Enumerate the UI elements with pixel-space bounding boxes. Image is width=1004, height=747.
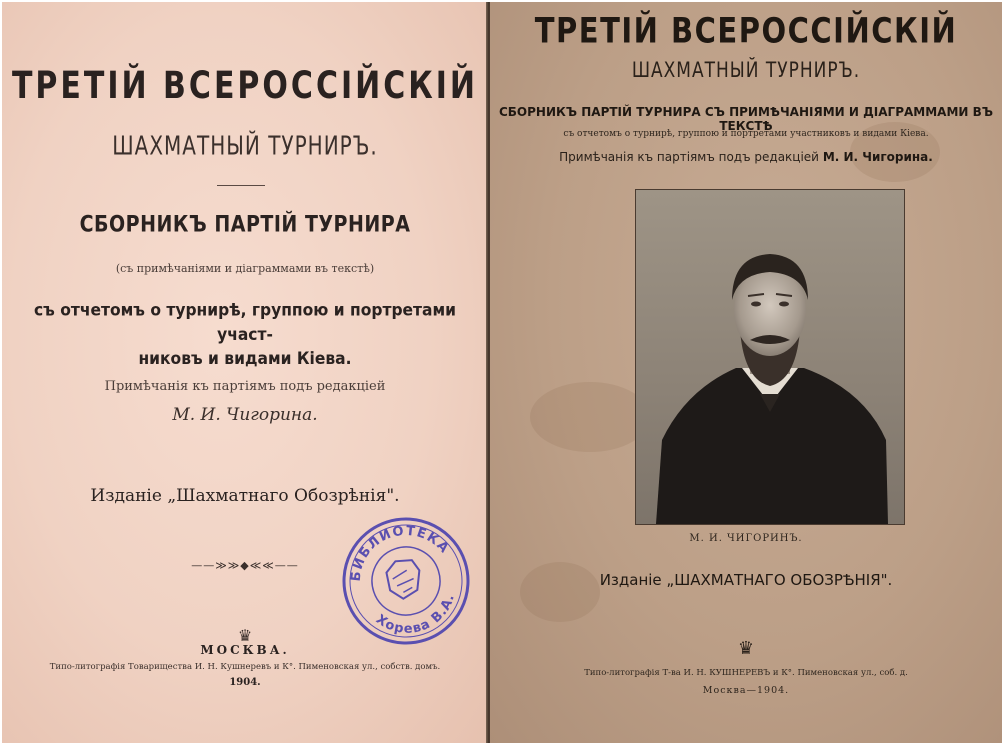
stamp-emblem bbox=[382, 555, 426, 602]
left-notes-by: Примѣчанія къ партіямъ подъ редакціей bbox=[104, 379, 386, 394]
left-edition: Изданіе „Шахматнаго Обозрѣнія". bbox=[90, 486, 400, 506]
right-report-text: съ отчетомъ о турнирѣ, группою и портретами участниковъ и видами Кіева. bbox=[563, 129, 929, 139]
left-subtitle: ШАХМАТНЫЙ ТУРНИРЪ. bbox=[112, 130, 378, 162]
right-edition: Изданіе „ШАХМАТНАГО ОБОЗРѢНІЯ". bbox=[599, 571, 893, 589]
left-collection-note: (съ примѣчаніями и діаграммами въ текстѣ) bbox=[115, 262, 375, 275]
imperial-eagle-icon: ♛ bbox=[737, 638, 755, 659]
right-subtitle: ШАХМАТНЫЙ ТУРНИРЪ. bbox=[631, 58, 861, 83]
left-editor-name: М. И. Чигорина. bbox=[172, 405, 318, 425]
left-divider bbox=[217, 185, 265, 186]
left-collection-heading: СБОРНИКЪ ПАРТІЙ ТУРНИРА bbox=[79, 212, 411, 238]
left-title: ТРЕТІЙ ВСЕРОССІЙСКІЙ bbox=[11, 64, 479, 108]
left-report-text bbox=[2, 298, 488, 371]
paper-stain bbox=[530, 382, 650, 452]
right-collection-heading: СБОРНИКЪ ПАРТІЙ ТУРНИРА СЪ ПРИМѢЧАНІЯМИ И ДІАГРАММАМИ ВЪ ТЕКСТѢ bbox=[498, 105, 994, 133]
left-printer-line: Типо-литографія Товарищества И. Н. Кушнеревъ и К°. Пименовская ул., собств. домъ. bbox=[49, 662, 441, 672]
right-printer-line: Типо-литографія Т-ва И. Н. КУШНЕРЕВЪ и К°. Пименовская ул., соб. д. bbox=[584, 668, 908, 678]
left-title-page bbox=[2, 2, 488, 743]
left-report-line-1: съ отчетомъ о турнирѣ, группою и портретами участ- bbox=[33, 300, 457, 345]
right-title: ТРЕТІЙ ВСЕРОССІЙСКІЙ bbox=[534, 10, 958, 51]
portrait-image bbox=[636, 190, 904, 524]
left-city: МОСКВА. bbox=[200, 643, 290, 657]
right-notes-prefix: Примѣчанія къ партіямъ подъ редакціей bbox=[559, 150, 819, 164]
library-stamp bbox=[340, 515, 472, 647]
stamp-top-text: БИБЛИОТЕКА bbox=[348, 523, 453, 583]
chigorin-portrait bbox=[635, 189, 905, 525]
stamp-bottom-text: Хорева В.А. bbox=[372, 592, 459, 637]
right-cover-page bbox=[490, 2, 1002, 743]
portrait-caption: М. И. ЧИГОРИНЪ. bbox=[689, 533, 803, 544]
left-report-line-2: никовъ и видами Кіева. bbox=[138, 348, 352, 369]
right-city-year: Москва—1904. bbox=[702, 685, 790, 696]
right-notes-editor: М. И. Чигорина. bbox=[822, 150, 933, 164]
left-ornament: ——≫≫◆≪≪—— bbox=[191, 559, 299, 572]
right-notes-line bbox=[490, 150, 1002, 164]
imperial-eagle-icon: ♛ bbox=[237, 626, 253, 645]
left-year: 1904. bbox=[229, 677, 261, 688]
